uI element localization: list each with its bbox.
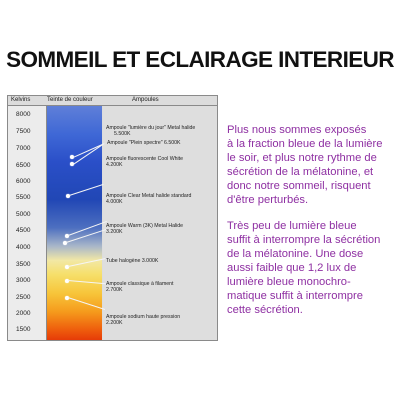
paragraph-blue-light-exposure <box>227 123 400 207</box>
tick-label: 3000 <box>16 277 31 284</box>
lamp-value: 2.700K <box>106 287 123 293</box>
tick-label: 5500 <box>16 194 31 201</box>
lamp-value: 4.000K <box>106 199 123 205</box>
text-line: suffit à interrompre la sécrétion <box>227 234 381 246</box>
lamp-label: Ampoule sodium haute pression <box>106 314 181 320</box>
text-line: matique suffit à interrompre <box>227 290 363 302</box>
lamp-label: Ampoule "Plein spectre" 6.500K <box>107 140 181 146</box>
tick-label: 7000 <box>16 145 31 152</box>
text-line: d'être perturbés. <box>227 194 309 206</box>
text-line: Très peu de lumière bleue <box>227 220 357 232</box>
tick-label: 3500 <box>16 261 31 268</box>
lamp-value: 4.200K <box>106 162 123 168</box>
tick-label: 6500 <box>16 162 31 169</box>
text-line: donc notre sommeil, risquent <box>227 180 371 192</box>
tick-label: 7500 <box>16 128 31 135</box>
header-ampoules: Ampoules <box>132 97 159 103</box>
page-title: SOMMEIL ET ECLAIRAGE INTERIEUR <box>6 47 394 72</box>
tick-label: 5000 <box>16 211 31 218</box>
text-line: de la mélatonine. Une dose <box>227 248 364 260</box>
header-kelvins: Kelvins <box>11 97 31 103</box>
text-line: cette sécrétion. <box>227 304 303 316</box>
tick-label: 8000 <box>16 111 31 118</box>
header-teinte: Teinte de couleur <box>47 97 93 103</box>
text-line: le soir, et plus notre rythme de <box>227 152 377 164</box>
lamp-label: Ampoule fluorescente Cool White <box>106 156 183 162</box>
lamp-label: Ampoule "lumière du jour" Metal halide <box>106 125 196 131</box>
tick-label: 1500 <box>16 326 31 333</box>
tick-label: 6000 <box>16 178 31 185</box>
text-line: sécrétion de la mélatonine, et <box>227 166 374 178</box>
text-line: aussi faible que 1,2 lux de <box>227 262 357 274</box>
lamp-label: Tube halogène 3.000K <box>106 258 159 264</box>
kelvin-axis <box>8 106 47 340</box>
lamp-label: Ampoule Clear Metal halide standard <box>106 193 192 199</box>
text-line: Plus nous sommes exposés <box>227 124 367 136</box>
tick-label: 4000 <box>16 244 31 251</box>
lamp-value: 2.200K <box>106 320 123 326</box>
lamp-label: Ampoule Warm (3K) Metal Halide <box>106 223 184 229</box>
tick-label: 4500 <box>16 227 31 234</box>
lamp-label: Ampoule classique à filament <box>106 281 174 287</box>
text-line: à la fraction bleue de la lumière <box>227 138 383 150</box>
paragraph-melatonin <box>227 219 400 317</box>
tick-label: 2000 <box>16 310 31 317</box>
text-line: lumière bleue monochro- <box>227 276 351 288</box>
lamp-value: 3.200K <box>106 229 123 235</box>
lamp-value: 5.500K <box>114 131 131 137</box>
tick-label: 2500 <box>16 294 31 301</box>
color-temperature-chart <box>7 95 218 341</box>
